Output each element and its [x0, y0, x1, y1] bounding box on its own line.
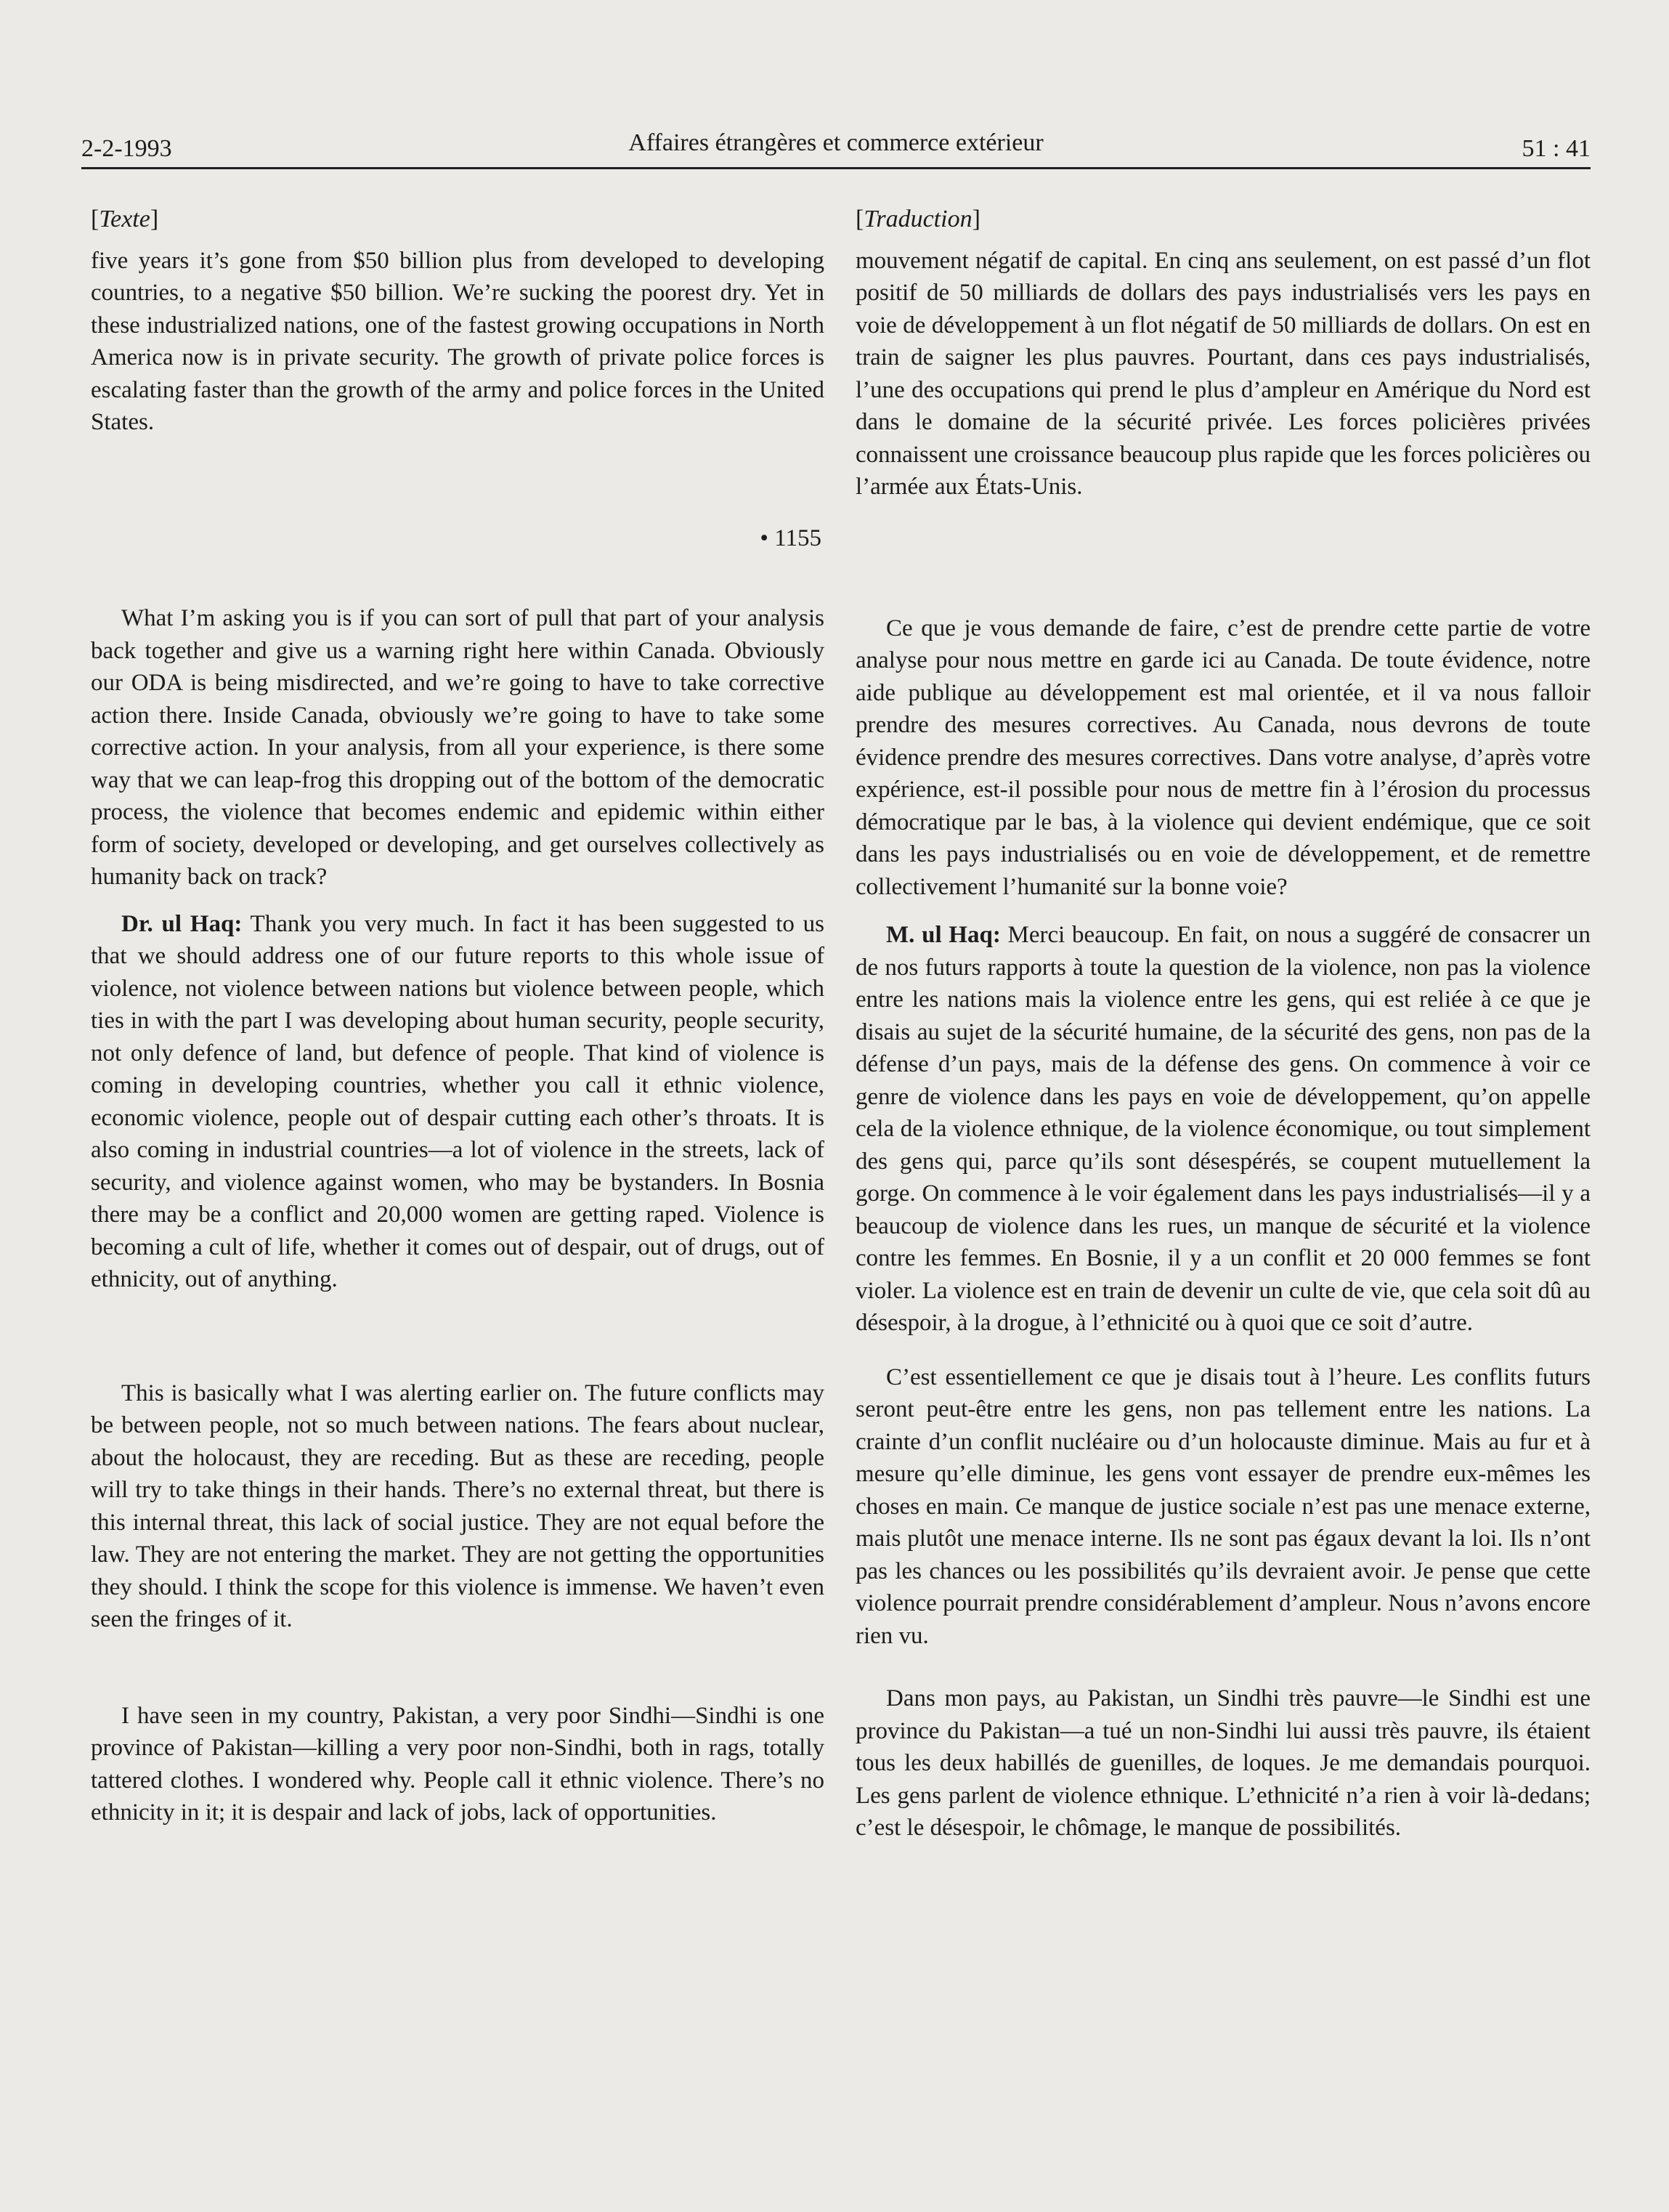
right-paragraph-4: C’est essentiellement ce que je disais tout à l’heure. Les conflits futurs seront peut-être entre les gens, non pas tellement entre les nations. La crainte d’un conflit nucléaire ou d’un holocauste diminue. Mais au fur et à mesure qu’elle diminue, les gens vont essayer de prendre eux-mêmes les choses en main. Ce manque de justice sociale n’est pas une menace externe, mais plutôt une menace interne. Ils ne sont pas égaux devant la loi. Ils n’ont pas les chances ou les possibilités qu’ils devraient avoir. Je pense que cette violence pourrait prendre considérablement d’ampleur. Nous n’avons encore rien vu.	[856, 1364, 1591, 1649]
left-paragraph-3: Dr. ul Haq: Thank you very much. In fact it has been suggested to us that we should address one of our future reports to this whole issue of violence, not violence between nations but violence between people, which ties in with the part I was developing about human security, people security, not only defence of land, but defence of people. That kind of violence is coming in developing countries, whether you call it ethnic violence, economic violence, people out of despair cutting each other’s throats. It is also coming in industrial countries—a lot of violence in the streets, lack of security, and violence against women, who may be bystanders. In Bosnia there may be a conflict and 20,000 women are getting raped. Violence is becoming a cult of life, whether it comes out of despair, out of drugs, out of ethnicity, out of anything.	[91, 910, 824, 1292]
right-paragraph-5: Dans mon pays, au Pakistan, un Sindhi très pauvre—le Sindhi est une province du Pakistan—a tué un non-Sindhi lui aussi très pauvre, ils étaient tous les deux habillés de guenilles, de loques. Je me demandais pourquoi. Les gens parlent de violence ethnique. L’ethnicité n’a rien à voir là-dedans; c’est le désespoir, le chômage, le manque de possibilités.	[856, 1685, 1591, 1841]
speaker-name-right: M. ul Haq:	[886, 922, 1001, 948]
language-label-left: [Texte]	[91, 206, 159, 232]
language-label-right: [Traduction]	[856, 206, 980, 232]
left-paragraph-4: This is basically what I was alerting earlier on. The future conflicts may be between people, not so much between nations. The fears about nuclear, about the holocaust, they are receding. But as these are receding, people will try to take things in their hands. There’s no external threat, but there is this internal threat, this lack of social justice. They are not equal before the law. They are not entering the market. They are not getting the opportunities they should. I think the scope for this violence is immense. We haven’t even seen the fringes of it.	[91, 1380, 824, 1632]
left-paragraph-5: I have seen in my country, Pakistan, a very poor Sindhi—Sindhi is one province of Pakistan—killing a very poor non-Sindhi, both in rags, totally tattered clothes. I wondered why. People call it ethnic violence. There’s no ethnicity in it; it is despair and lack of jobs, lack of opportunities.	[91, 1702, 824, 1826]
page-header	[81, 116, 1591, 169]
header-date: 2-2-1993	[81, 135, 172, 162]
time-marker: • 1155	[760, 524, 821, 551]
right-column	[856, 203, 1591, 1844]
left-paragraph-2: What I’m asking you is if you can sort of pull that part of your analysis back together and give us a warning right here within Canada. Obviously our ODA is being misdirected, and we’re going to have to take corrective action there. Inside Canada, obviously we’re going to have to take some corrective action. In your analysis, from all your experience, is there some way that we can leap-frog this dropping out of the bottom of the democratic process, the violence that becomes endemic and epidemic within either form of society, developed or developing, and get ourselves collectively as humanity back on track?	[91, 605, 824, 890]
header-page-number: 51 : 41	[1522, 135, 1591, 162]
right-paragraph-2: Ce que je vous demande de faire, c’est de prendre cette partie de votre analyse pour nous mettre en garde ici au Canada. De toute évidence, notre aide publique au développement est mal orientée, et il va nous falloir prendre des mesures correctives. Au Canada, nous devrons de toute évidence prendre des mesures correctives. Dans votre analyse, d’après votre expérience, est-il possible pour nous de mettre fin à l’érosion du processus démocratique par le bas, à la violence qui devient endémique, que ce soit dans les pays industrialisés ou en voie de développement, et de remettre collectivement l’humanité sur la bonne voie?	[856, 615, 1591, 900]
header-title: Affaires étrangères et commerce extérieur	[628, 129, 1044, 156]
right-paragraph-3: M. ul Haq: Merci beaucoup. En fait, on nous a suggéré de consacrer un de nos futurs rapports à toute la question de la violence, non pas la violence entre les nations mais la violence entre les gens, qui est reliée à ce que je disais au sujet de la sécurité humaine, de la sécurité des gens, non pas de la défense d’un pays, mais de la défense des gens. On commence à voir ce genre de violence dans les pays en voie de développement, qu’on appelle cela de la violence ethnique, de la violence économique, ou tout simplement des gens qui, parce qu’ils sont désespérés, se coupent mutuellement la gorge. On commence à le voir également dans les pays industrialisés—il y a beaucoup de violence dans les rues, un manque de sécurité et la violence contre les femmes. En Bosnie, il y a un conflit et 20 000 femmes se font violer. La violence est en train de devenir un culte de vie, que cela soit dû au désespoir, à la drogue, à l’ethnicité ou à quoi que ce soit d’autre.	[856, 922, 1591, 1336]
left-paragraph-1: five years it’s gone from $50 billion plus from developed to developing countries, to a negative $50 billion. We’re sucking the poorest dry. Yet in these industrialized nations, one of the fastest growing occupations in North America now is in private security. The growth of private police forces is escalating faster than the growth of the army and police forces in the United States.	[91, 247, 824, 435]
left-column	[91, 203, 824, 1829]
speaker-name-left: Dr. ul Haq:	[121, 910, 243, 937]
right-paragraph-1: mouvement négatif de capital. En cinq ans seulement, on est passé d’un flot positif de 50 milliards de dollars des pays industrialisés vers les pays en voie de développement à un flot négatif de 50 milliards de dollars. On est en train de saigner les plus pauvres. Pourtant, dans ces pays industrialisés, l’une des occupations qui prend le plus d’ampleur en Amérique du Nord est dans le domaine de la sécurité privée. Les forces policières privées connaissent une croissance beaucoup plus rapide que les forces policières ou l’armée aux États-Unis.	[856, 247, 1591, 500]
